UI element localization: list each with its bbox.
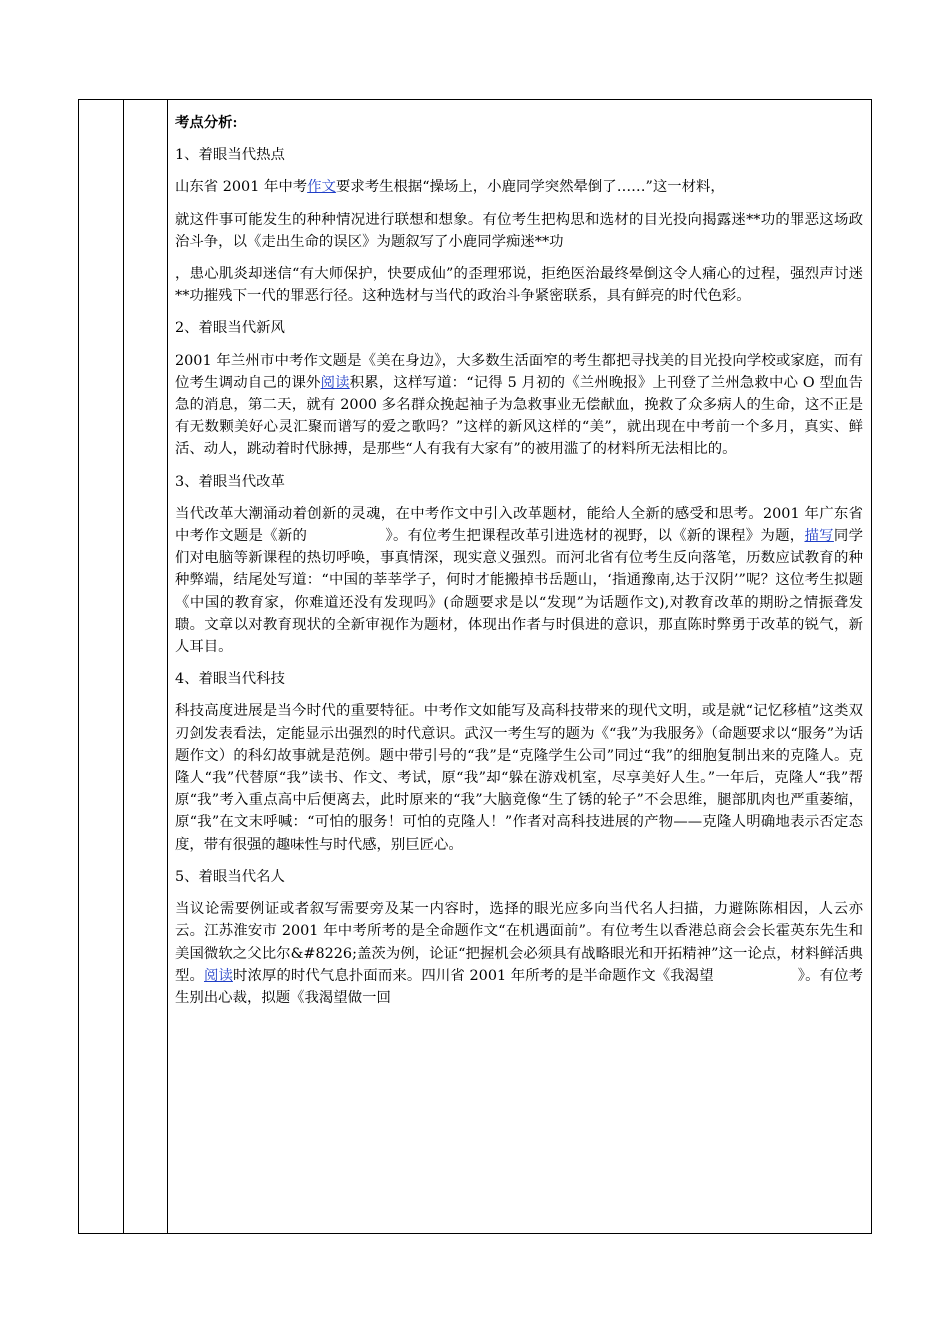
section-title: 考点分析: — [175, 115, 238, 131]
paragraph: 科技高度进展是当今时代的重要特征。中考作文如能写及高科技带来的现代文明，或是就“记忆移植”这类双刃剑发表看法，定能显示出强烈的时代意识。武汉一考生写的题为《“我”为我服务》（命题要求以“服务”为话题作文）的科幻故事就是范例。题中带引号的“我”是“克隆学生公司”同过“我”的细胞复制出来的克隆人。克隆人“我”代替原“我”读书、作文、考试，原“我”却“躲在游戏机室，尽享美好人生。”一年后，克隆人“我”帮原“我”考入重点高中后便离去，此时原来的“我”大脑竟像“生了锈的轮子”不会思维，腿部肌肉也严重萎缩，原“我”在文末呼喊：“可怕的服务！可怕的克隆人！”作者对高科技进展的产物——克隆人明确地表示否定态度，带有很强的趣味性与时代感，别巨匠心。 — [175, 703, 863, 853]
section-heading: 4、着眼当代科技 — [175, 671, 285, 688]
section-heading: 5、着眼当代名人 — [175, 868, 285, 885]
link-zuowen[interactable]: 作文 — [307, 179, 336, 196]
link-yuedu[interactable]: 阅读 — [320, 374, 350, 391]
section-heading: 1、着眼当代热点 — [175, 147, 285, 164]
content-cell — [175, 112, 863, 1019]
section-heading: 3、着眼当代改革 — [175, 473, 285, 490]
document-table — [78, 99, 872, 1234]
paragraph: 就这件事可能发生的种种情况进行联想和想象。有位考生把构思和选材的目光投向揭露迷**功的罪恶这场政治斗争，以《走出生命的误区》为题叙写了小鹿同学痴迷**功 — [175, 211, 863, 250]
paragraph: 2001 年兰州市中考作文题是《美在身边》，大多数生活面窄的考生都把寻找美的目光投向学校或家庭，而有位考生调动自己的课外阅读积累，这样写道：“记得 5 月初的《兰州晚报》上刊登了兰州急救中心 O 型血告急的消息，第二天，就有 2000 多名群众挽起袖子为急救事业无偿献血，挽救了众多病人的生命，这不正是有无数颗美好心灵汇聚而谱写的爱之歌吗？”这样的新风这样的“美”，就出现在中考前一个多月，真实、鲜活、动人，跳动着时代脉搏，是那些“人有我有大家有”的被用滥了的材料所无法相比的。 — [175, 352, 863, 458]
table-column-divider — [123, 100, 124, 1233]
paragraph: 当议论需要例证或者叙写需要旁及某一内容时，选择的眼光应多向当代名人扫描，力避陈陈相因，人云亦云。江苏淮安市 2001 年中考所考的是全命题作文“在机遇面前”。有位考生以香港总商会会长霍英东先生和美国微软之父比尔&#8226;盖茨为例，论证“把握机会必须具有战略眼光和开拓精神”这一论点，材料鲜活典型。阅读时浓厚的时代气息扑面而来。四川省 2001 年所考的是半命题作文《我渴望 》。有位考生别出心裁，拟题《我渴望做一回 — [175, 901, 863, 1006]
section-heading: 2、着眼当代新风 — [175, 320, 285, 337]
link-miaoxie[interactable]: 描写 — [804, 528, 834, 545]
paragraph: 当代改革大潮涌动着创新的灵魂，在中考作文中引入改革题材，能给人全新的感受和思考。2001 年广东省中考作文题是《新的 》。有位考生把课程改革引进选材的视野，以《新的课程》为题，描写同学们对电脑等新课程的热切呼唤，事真情深，现实意义强烈。而河北省有位考生反向落笔，历数应试教育的种种弊端，结尾处写道：“中国的莘莘学子，何时才能搬掉书岳题山，‘指通豫南,达于汉阴’”呢？这位考生拟题《中国的教育家，你难道还没有发现吗》(命题要求是以“发现”为话题作文),对教育改革的期盼之情振聋发聩。文章以对教育现状的全新审视作为题材，体现出作者与时俱进的意识，那直陈时弊勇于改革的锐气，新人耳目。 — [175, 505, 863, 656]
table-column-divider — [167, 100, 168, 1233]
paragraph: 山东省 2001 年中考作文要求考生根据“操场上，小鹿同学突然晕倒了……”这一材料， — [175, 179, 725, 196]
paragraph: ，患心肌炎却迷信“有大师保护，快要成仙”的歪理邪说，拒绝医治最终晕倒这令人痛心的过程，强烈声讨迷**功摧残下一代的罪恶行径。这种选材与当代的政治斗争紧密联系，具有鲜亮的时代色彩。 — [175, 266, 863, 305]
link-yuedu-2[interactable]: 阅读 — [203, 967, 233, 984]
